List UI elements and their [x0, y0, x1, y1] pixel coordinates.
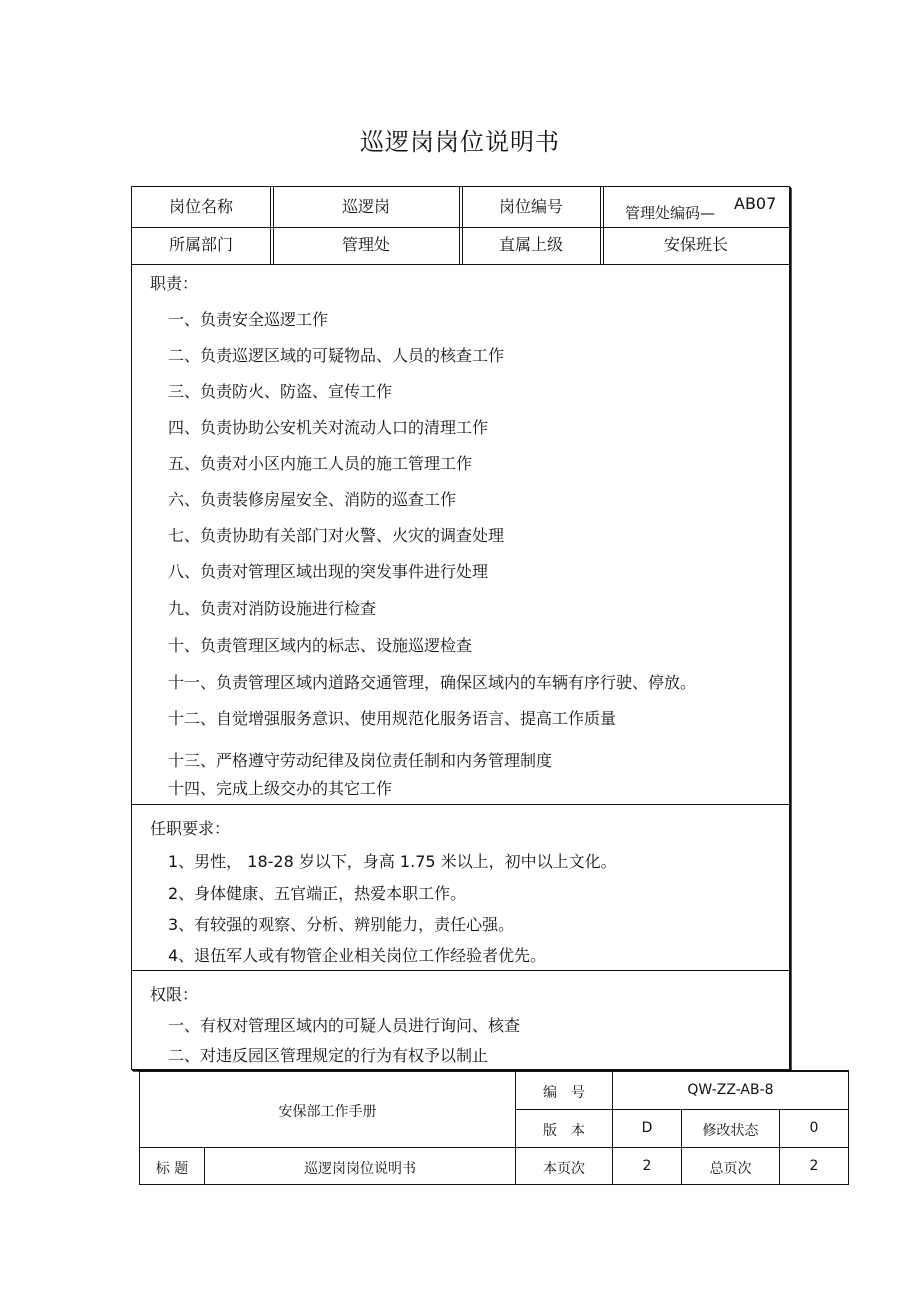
row-divider: [140, 1147, 848, 1148]
duty-item: 四、负责协助公安机关对流动人口的清理工作: [168, 418, 489, 437]
authority-heading: 权限：: [150, 985, 199, 1004]
document-control-table: [139, 1070, 849, 1185]
position-name-label: 岗位名称: [168, 197, 233, 216]
duty-item: 五、负责对小区内施工人员的施工管理工作: [168, 454, 473, 473]
requirement-item: 4、退伍军人或有物管企业相关岗位工作经验者优先。: [168, 946, 547, 965]
revision-label: 修改状态: [702, 1123, 759, 1139]
duty-item: 十三、严格遵守劳动纪律及岗位责任制和内务管理制度: [168, 751, 553, 770]
total-pages-value: 2: [809, 1158, 819, 1174]
requirements-heading: 任职要求：: [150, 819, 231, 838]
page-label: 本页次: [543, 1161, 585, 1177]
duty-item: 十一、负责管理区域内道路交通管理，确保区域内的车辆有序行驶、停放。: [168, 673, 697, 692]
total-pages-label: 总页次: [709, 1161, 752, 1177]
department-value: 管理处: [341, 235, 390, 254]
superior-value: 安保班长: [663, 235, 728, 254]
duty-item: 十、负责管理区域内的标志、设施巡逻检查: [168, 636, 473, 655]
department-label: 所属部门: [168, 235, 233, 254]
version-label: 版 本: [543, 1123, 585, 1139]
document-title: 巡逻岗岗位说明书: [360, 128, 560, 156]
section-divider: [132, 804, 789, 805]
position-code-label: 岗位编号: [498, 197, 563, 216]
duty-item: 三、负责防火、防盗、宣传工作: [168, 382, 393, 401]
requirement-item: 3、有较强的观察、分析、辨别能力，责任心强。: [168, 915, 515, 934]
number-value: QW-ZZ-AB-8: [687, 1082, 774, 1098]
revision-value: 0: [809, 1120, 819, 1136]
duty-item: 二、负责巡逻区域的可疑物品、人员的核查工作: [168, 346, 505, 365]
number-label: 编 号: [543, 1085, 585, 1101]
duty-item: 十二、自觉增强服务意识、使用规范化服务语言、提高工作质量: [168, 709, 617, 728]
duties-heading: 职责：: [150, 274, 199, 293]
section-divider: [132, 970, 789, 971]
authority-item: 一、有权对管理区域内的可疑人员进行询问、核查: [168, 1016, 521, 1035]
duty-item: 一、负责安全巡逻工作: [168, 310, 329, 329]
manual-name: 安保部工作手册: [278, 1104, 377, 1120]
position-name-value: 巡逻岗: [341, 197, 390, 216]
position-code-suffix: AB07: [734, 194, 777, 213]
title-value: 巡逻岗岗位说明书: [304, 1161, 416, 1177]
title-label: 标 题: [155, 1161, 189, 1177]
authority-item: 二、对违反园区管理规定的行为有权予以制止: [168, 1046, 489, 1065]
version-value: D: [641, 1120, 653, 1136]
duty-item: 九、负责对消防设施进行检查: [168, 599, 377, 618]
duty-item: 七、负责协助有关部门对火警、火灾的调查处理: [168, 526, 505, 545]
requirement-item: 2、身体健康、五官端正，热爱本职工作。: [168, 884, 467, 903]
superior-label: 直属上级: [498, 235, 563, 254]
page-value: 2: [642, 1158, 652, 1174]
duty-item: 六、负责装修房屋安全、消防的巡查工作: [168, 490, 457, 509]
job-description-table: [131, 186, 790, 1070]
duty-item: 十四、完成上级交办的其它工作: [168, 779, 393, 798]
duty-item: 八、负责对管理区域出现的突发事件进行处理: [168, 562, 489, 581]
requirement-item: 1、男性， 18-28 岁以下，身高 1.75 米以上，初中以上文化。: [168, 852, 617, 871]
row-divider: [132, 264, 789, 265]
position-code-value: 管理处编码—: [625, 204, 716, 222]
